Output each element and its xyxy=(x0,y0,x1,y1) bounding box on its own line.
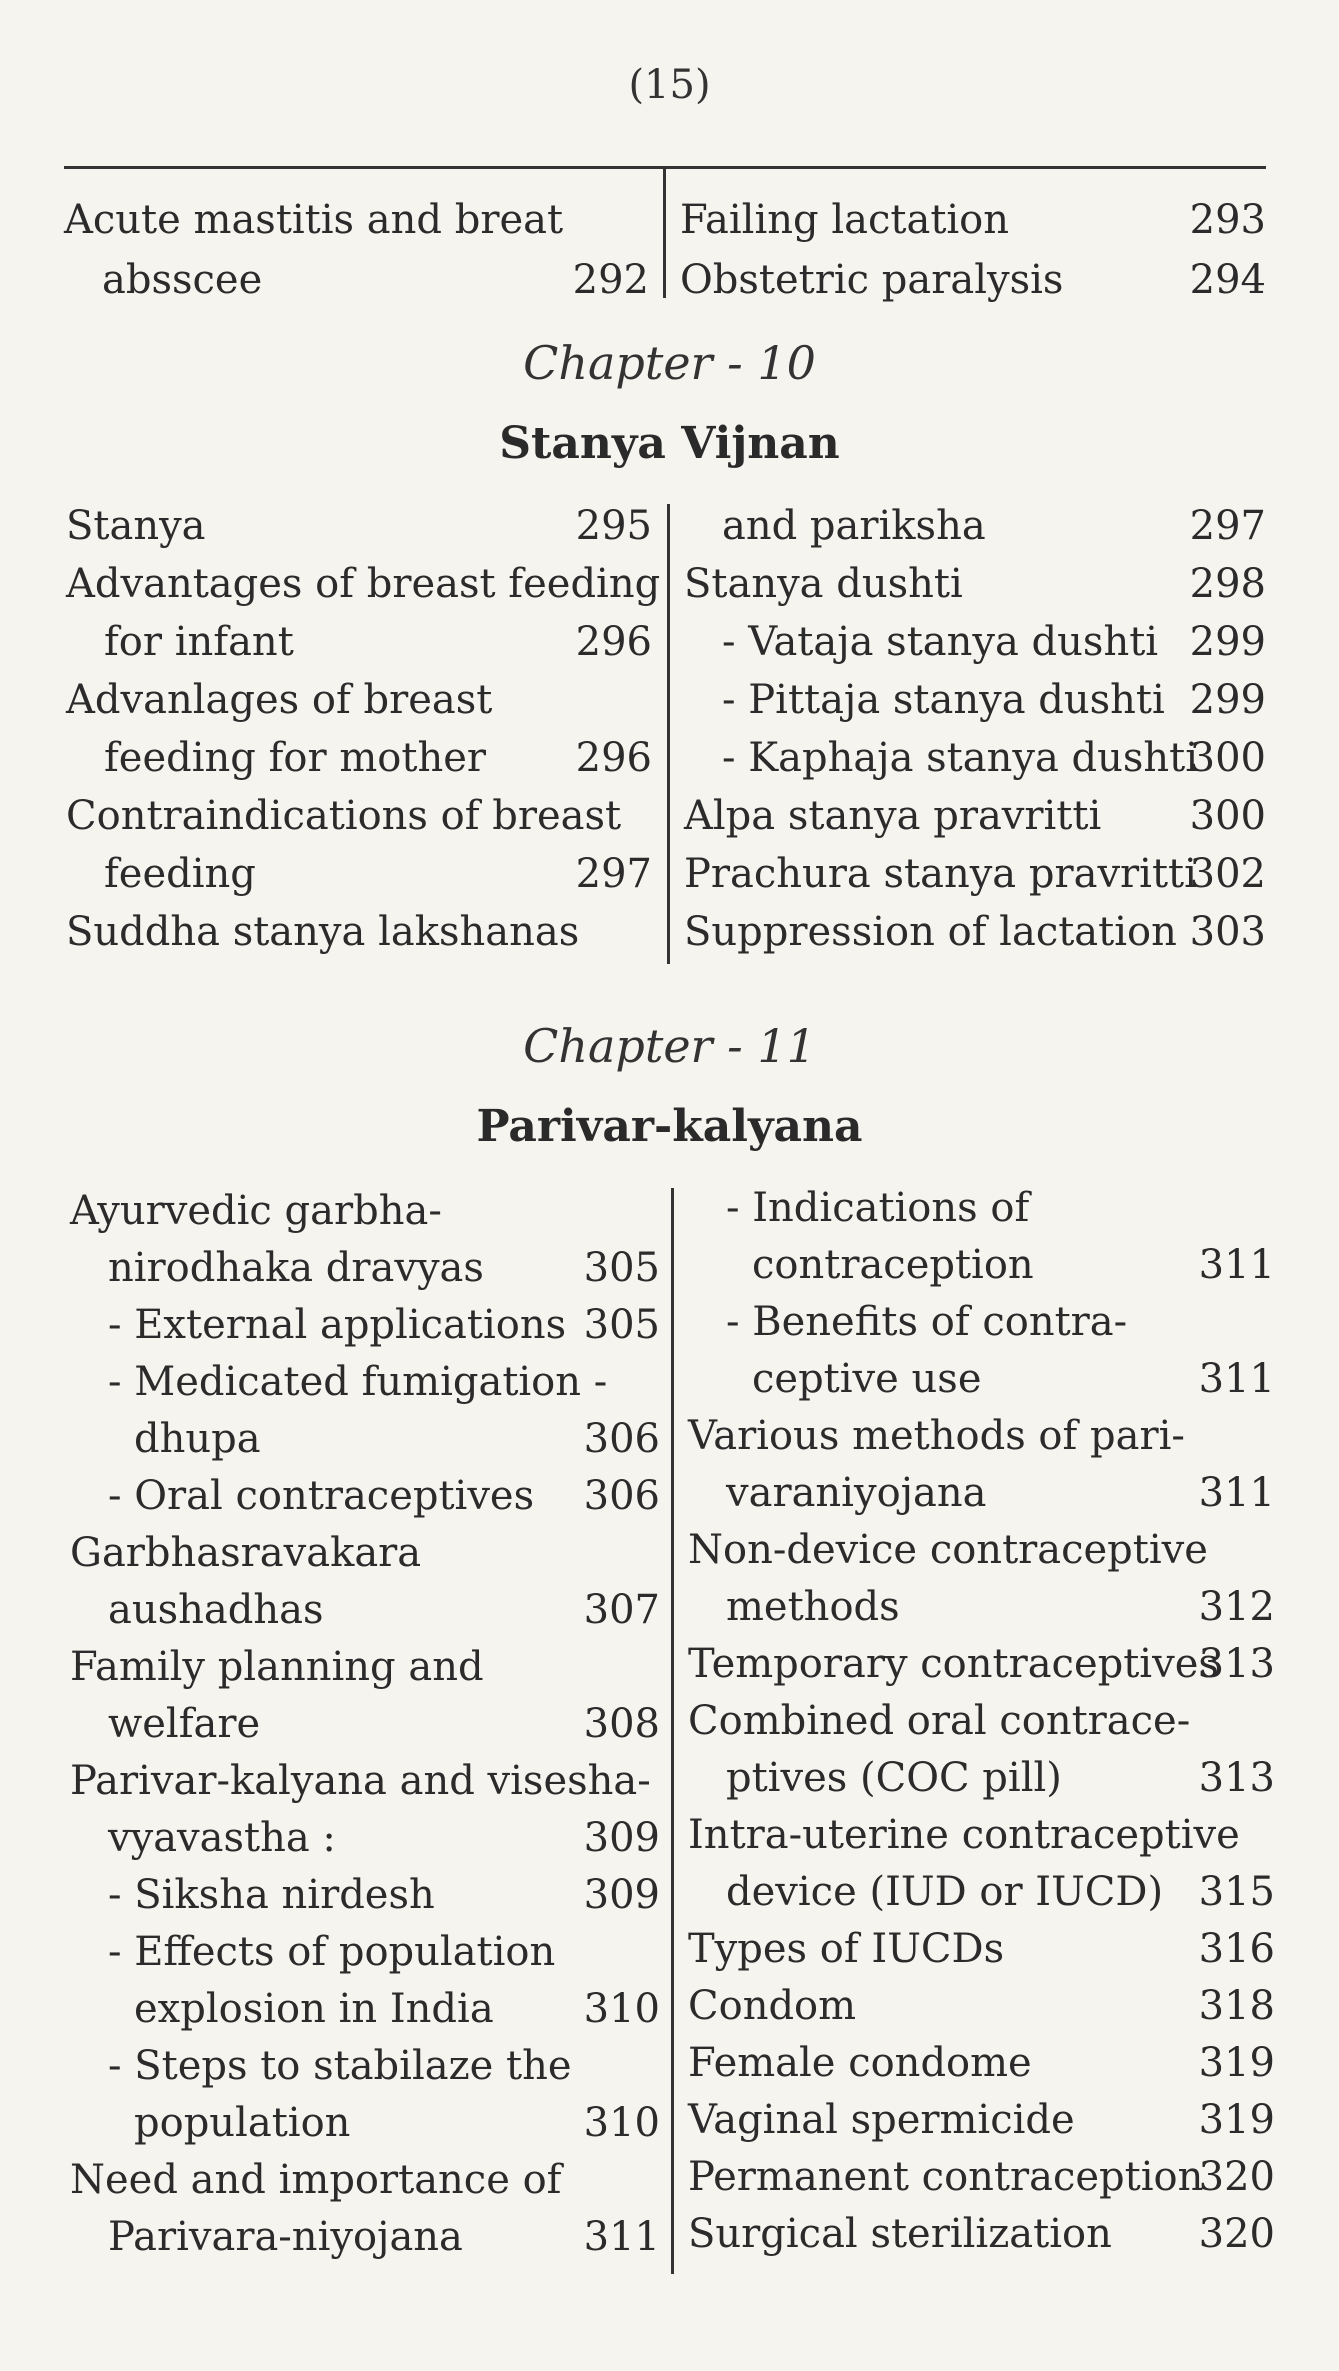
toc-entry xyxy=(70,1411,660,1468)
toc-entry xyxy=(688,2206,1275,2263)
toc-entry xyxy=(70,2038,660,2095)
toc-entry xyxy=(688,1579,1275,1636)
toc-entry xyxy=(70,1696,660,1753)
toc-entry-title: Types of IUCDs xyxy=(688,1926,1005,1972)
toc-entry-title: absscee xyxy=(102,257,263,303)
toc-entry-title: Contraindications of breast xyxy=(66,793,622,839)
toc-entry-page: 297 xyxy=(1189,503,1266,549)
toc-entry xyxy=(66,555,661,613)
toc-entry xyxy=(684,845,1266,903)
toc-entry-title: feeding for mother xyxy=(104,735,486,781)
toc-entry xyxy=(64,250,649,310)
toc-entry-page: 296 xyxy=(575,735,652,781)
toc-entry xyxy=(688,1465,1275,1522)
toc-entry xyxy=(688,2149,1275,2206)
toc-entry xyxy=(70,2152,660,2209)
toc-entry-page: 310 xyxy=(583,2100,660,2146)
toc-entry-title: population xyxy=(134,2100,351,2146)
toc-entry-title: Vaginal spermicide xyxy=(688,2097,1075,2143)
toc-entry-page: 319 xyxy=(1198,2097,1275,2143)
toc-entry-page: 299 xyxy=(1189,677,1266,723)
toc-entry xyxy=(688,1636,1275,1693)
toc-entry xyxy=(64,190,649,250)
toc-entry-title: dhupa xyxy=(134,1416,261,1462)
toc-entry-page: 306 xyxy=(583,1473,660,1519)
toc-entry xyxy=(688,1978,1275,2035)
toc-entry xyxy=(688,1864,1275,1921)
toc-entry-page: 311 xyxy=(1198,1242,1275,1288)
toc-entry-title: Advantages of breast feeding xyxy=(66,561,661,607)
toc-entry-page: 309 xyxy=(583,1815,660,1861)
toc-entry-title: Stanya dushti xyxy=(684,561,963,607)
toc-entry xyxy=(70,1582,660,1639)
toc-entry-page: 318 xyxy=(1198,1983,1275,2029)
toc-entry xyxy=(684,555,1266,613)
toc-chapter-11-right xyxy=(688,1180,1275,2263)
toc-entry xyxy=(684,613,1266,671)
toc-entry-title: Various methods of pari- xyxy=(688,1413,1185,1459)
toc-entry-title: methods xyxy=(726,1584,900,1630)
toc-entry xyxy=(70,1639,660,1696)
toc-entry xyxy=(70,1981,660,2038)
toc-entry-page: 299 xyxy=(1189,619,1266,665)
toc-entry-page: 307 xyxy=(583,1587,660,1633)
toc-entry-title: aushadhas xyxy=(108,1587,324,1633)
toc-chapter-10-left xyxy=(66,497,661,961)
toc-entry-title: Acute mastitis and breat xyxy=(64,197,564,243)
chapter-10-title: Stanya Vijnan xyxy=(499,418,840,469)
toc-entry-page: 298 xyxy=(1189,561,1266,607)
toc-entry xyxy=(680,190,1266,250)
toc-entry-title: Temporary contraceptives xyxy=(688,1641,1219,1687)
toc-entry-page: 310 xyxy=(583,1986,660,2032)
toc-entry xyxy=(688,1921,1275,1978)
column-divider xyxy=(667,504,670,964)
toc-entry xyxy=(66,845,652,903)
toc-entry xyxy=(70,1753,660,1810)
toc-entry xyxy=(70,2209,660,2266)
toc-entry xyxy=(70,1810,660,1867)
toc-entry xyxy=(66,497,652,555)
toc-entry-title: Prachura stanya pravritti xyxy=(684,851,1197,897)
toc-top-left xyxy=(64,190,649,310)
toc-entry-title: Suddha stanya lakshanas xyxy=(66,909,580,955)
toc-entry-page: 311 xyxy=(1198,1470,1275,1516)
toc-entry-title: Alpa stanya pravritti xyxy=(684,793,1102,839)
toc-entry xyxy=(70,1354,660,1411)
toc-entry-page: 294 xyxy=(1189,257,1266,303)
toc-entry xyxy=(688,1294,1275,1351)
toc-entry xyxy=(70,1183,660,1240)
toc-entry xyxy=(688,1237,1275,1294)
toc-entry-page: 305 xyxy=(583,1245,660,1291)
toc-entry-title: - Steps to stabilaze the xyxy=(108,2043,572,2089)
toc-entry-title: - External applications xyxy=(108,1302,567,1348)
toc-entry-title: Garbhasravakara xyxy=(70,1530,422,1576)
toc-entry-title: Stanya xyxy=(66,503,206,549)
toc-entry-title: Intra-uterine contraceptive xyxy=(688,1812,1240,1858)
toc-entry-title: - Medicated fumigation - xyxy=(108,1359,608,1405)
chapter-11-label: Chapter - 11 xyxy=(523,1019,816,1073)
toc-entry xyxy=(70,1924,660,1981)
toc-entry-title: and pariksha xyxy=(722,503,986,549)
toc-entry-page: 313 xyxy=(1198,1755,1275,1801)
toc-entry xyxy=(70,1525,660,1582)
toc-entry-page: 297 xyxy=(575,851,652,897)
toc-entry xyxy=(688,1693,1275,1750)
toc-entry xyxy=(684,497,1266,555)
toc-entry-title: Suppression of lactation xyxy=(684,909,1177,955)
toc-entry-title: Ayurvedic garbha- xyxy=(70,1188,442,1234)
toc-entry-page: 315 xyxy=(1198,1869,1275,1915)
toc-entry xyxy=(70,1867,660,1924)
toc-entry-page: 312 xyxy=(1198,1584,1275,1630)
chapter-11-title: Parivar-kalyana xyxy=(476,1101,863,1152)
toc-entry xyxy=(70,1468,660,1525)
toc-entry-page: 311 xyxy=(1198,1356,1275,1402)
toc-entry-title: Female condome xyxy=(688,2040,1032,2086)
toc-entry-title: Need and importance of xyxy=(70,2157,562,2203)
toc-entry xyxy=(684,787,1266,845)
toc-entry-page: 305 xyxy=(583,1302,660,1348)
toc-entry-title: Condom xyxy=(688,1983,857,2029)
toc-entry-page: 316 xyxy=(1198,1926,1275,1972)
toc-entry-title: Obstetric paralysis xyxy=(680,257,1064,303)
toc-entry-title: - Pittaja stanya dushti xyxy=(722,677,1165,723)
toc-entry-title: - Indications of xyxy=(726,1185,1030,1231)
toc-entry-title: varaniyojana xyxy=(726,1470,987,1516)
toc-entry xyxy=(66,671,652,729)
toc-chapter-11-left xyxy=(70,1183,660,2266)
column-divider xyxy=(663,166,666,298)
toc-entry-page: 302 xyxy=(1189,851,1266,897)
toc-entry-title: Family planning and xyxy=(70,1644,484,1690)
toc-entry xyxy=(684,729,1266,787)
toc-entry-page: 319 xyxy=(1198,2040,1275,2086)
toc-entry-title: feeding xyxy=(104,851,256,897)
toc-entry xyxy=(688,2092,1275,2149)
toc-entry-page: 308 xyxy=(583,1701,660,1747)
toc-entry xyxy=(688,1522,1275,1579)
page-number: (15) xyxy=(628,62,711,108)
toc-entry-page: 295 xyxy=(575,503,652,549)
toc-entry-page: 309 xyxy=(583,1872,660,1918)
toc-entry-title: device (IUD or IUCD) xyxy=(726,1869,1164,1915)
toc-entry xyxy=(70,1240,660,1297)
toc-entry-page: 306 xyxy=(583,1416,660,1462)
toc-entry-title: contraception xyxy=(752,1242,1034,1288)
toc-entry xyxy=(66,787,652,845)
toc-entry-page: 303 xyxy=(1189,909,1266,955)
chapter-10-label: Chapter - 10 xyxy=(523,336,816,390)
toc-entry-title: Permanent contraception xyxy=(688,2154,1204,2200)
toc-entry-title: - Effects of population xyxy=(108,1929,556,1975)
toc-entry-page: 300 xyxy=(1189,735,1266,781)
toc-entry-title: - Kaphaja stanya dushti xyxy=(722,735,1199,781)
toc-entry-page: 293 xyxy=(1189,197,1266,243)
toc-entry-title: Advanlages of breast xyxy=(66,677,493,723)
toc-entry xyxy=(688,1408,1275,1465)
toc-entry xyxy=(66,729,652,787)
toc-entry-title: - Siksha nirdesh xyxy=(108,1872,435,1918)
toc-entry-title: - Benefits of contra- xyxy=(726,1299,1128,1345)
toc-entry-page: 311 xyxy=(583,2214,660,2260)
toc-entry-title: vyavastha : xyxy=(108,1815,336,1861)
toc-top-right xyxy=(680,190,1266,310)
toc-entry-page: 296 xyxy=(575,619,652,665)
toc-entry-page: 292 xyxy=(572,257,649,303)
toc-entry-page: 320 xyxy=(1198,2211,1275,2257)
toc-entry xyxy=(70,1297,660,1354)
toc-entry-title: Parivar-kalyana and visesha- xyxy=(70,1758,651,1804)
toc-entry-title: nirodhaka dravyas xyxy=(108,1245,484,1291)
toc-entry xyxy=(688,1750,1275,1807)
toc-entry-title: Parivara-niyojana xyxy=(108,2214,463,2260)
toc-entry xyxy=(684,671,1266,729)
toc-entry xyxy=(684,903,1266,961)
toc-entry xyxy=(688,1351,1275,1408)
toc-entry-page: 300 xyxy=(1189,793,1266,839)
toc-chapter-10-right xyxy=(684,497,1266,961)
toc-entry xyxy=(70,2095,660,2152)
column-divider xyxy=(671,1188,674,2274)
toc-entry xyxy=(688,1807,1275,1864)
toc-entry-title: - Oral contraceptives xyxy=(108,1473,535,1519)
toc-entry-title: ceptive use xyxy=(752,1356,982,1402)
toc-entry-title: for infant xyxy=(104,619,294,665)
toc-entry-page: 320 xyxy=(1198,2154,1275,2200)
toc-entry xyxy=(680,250,1266,310)
toc-entry-title: Surgical sterilization xyxy=(688,2211,1112,2257)
toc-entry-page: 313 xyxy=(1198,1641,1275,1687)
toc-entry-title: ptives (COC pill) xyxy=(726,1755,1062,1801)
toc-entry-title: - Vataja stanya dushti xyxy=(722,619,1159,665)
toc-entry xyxy=(66,613,652,671)
toc-entry-title: explosion in India xyxy=(134,1986,494,2032)
toc-entry-title: welfare xyxy=(108,1701,261,1747)
toc-entry xyxy=(688,2035,1275,2092)
toc-entry-title: Non-device contraceptive xyxy=(688,1527,1208,1573)
toc-entry-title: Combined oral contrace- xyxy=(688,1698,1191,1744)
toc-entry xyxy=(688,1180,1275,1237)
toc-entry-title: Failing lactation xyxy=(680,197,1010,243)
toc-entry xyxy=(66,903,652,961)
